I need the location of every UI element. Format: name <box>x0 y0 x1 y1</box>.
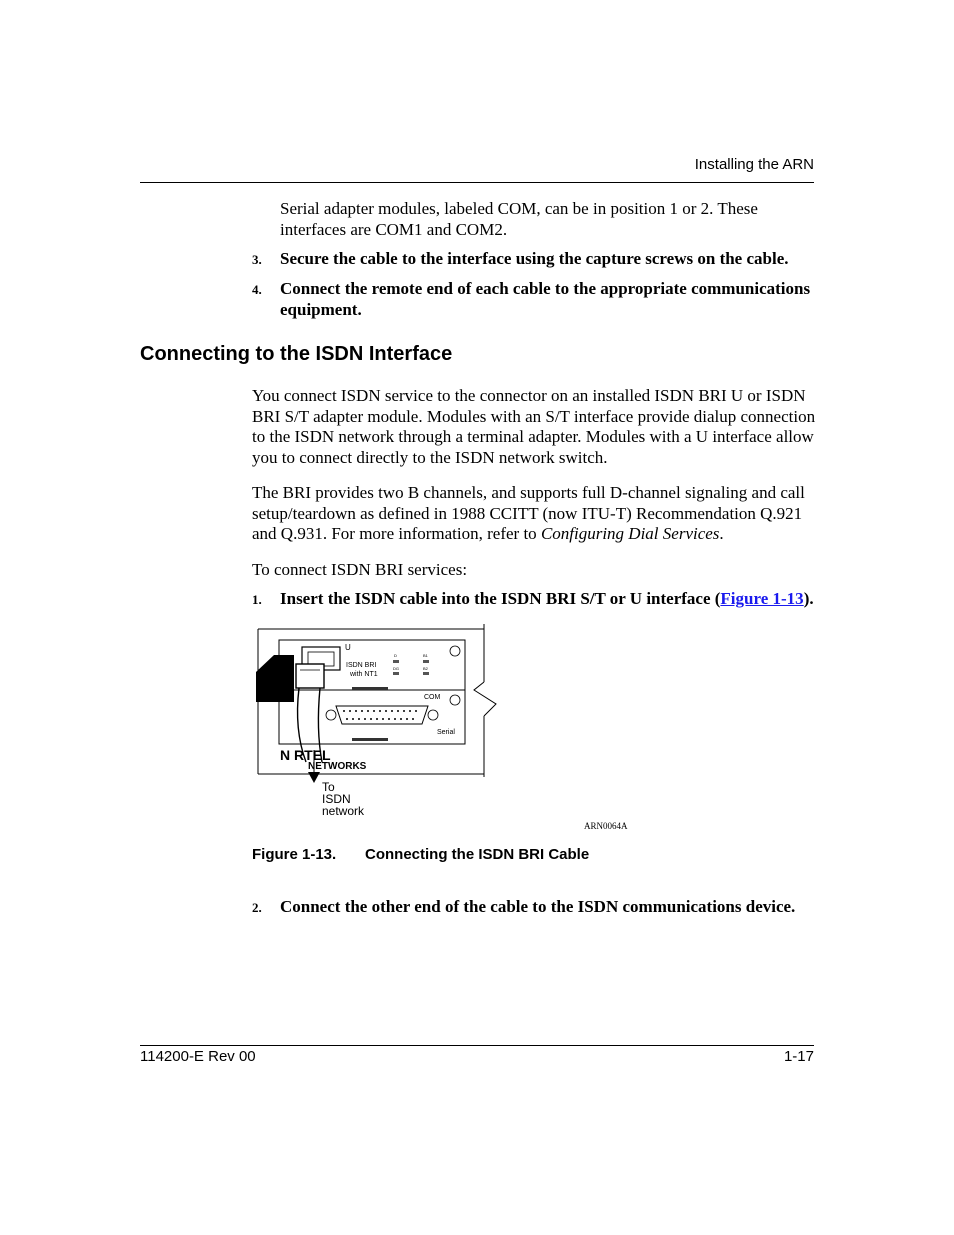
step-text: Secure the cable to the interface using the capture screws on the cable. <box>280 249 789 268</box>
figure-illustration <box>252 620 652 835</box>
section-paragraph-3: To connect ISDN BRI services: <box>252 560 468 579</box>
logo-bottom: NETWORKS <box>308 761 367 772</box>
step-text-end: ). <box>803 589 814 608</box>
paragraph-text-end: . <box>719 524 724 543</box>
step-2 <box>252 897 822 918</box>
page-number: 1-17 <box>783 1048 814 1065</box>
footer-rule <box>140 1045 814 1046</box>
isdn-bri-cable-diagram <box>252 620 652 835</box>
step-4 <box>252 279 822 320</box>
led-d-label: D <box>394 653 397 658</box>
step-text: Connect the other end of the cable to the ISDN communications device. <box>280 897 796 916</box>
figure-link[interactable]: Figure 1-13 <box>720 589 804 608</box>
step-3 <box>252 249 822 270</box>
step-number: 1. <box>252 592 262 607</box>
step-number: 2. <box>252 900 262 915</box>
network-label: network <box>322 804 365 818</box>
logo-top: N RTEL <box>280 747 331 763</box>
module-name-label: ISDN BRI <box>346 662 377 669</box>
book-title: Configuring Dial Services <box>540 524 720 543</box>
figure-number: Figure 1-13. <box>252 846 337 863</box>
art-id-label: ARN0064A <box>584 821 628 831</box>
step-1 <box>252 589 822 610</box>
led-b1-label: B1 <box>423 653 428 658</box>
intro-paragraph: Serial adapter modules, labeled COM, can be in position 1 or 2. These interfaces are COM1 and COM2. <box>280 199 758 239</box>
step-number: 3. <box>252 252 262 267</box>
step-text: Connect the remote end of each cable to the appropriate communications equipment. <box>280 279 811 319</box>
step-number: 4. <box>252 282 262 297</box>
figure-title: Connecting the ISDN BRI Cable <box>365 846 590 863</box>
running-header: Installing the ARN <box>694 156 814 173</box>
section-paragraph-2 <box>252 483 817 545</box>
serial-label: Serial <box>437 729 455 736</box>
section-heading: Connecting to the ISDN Interface <box>140 343 453 365</box>
header-rule <box>140 182 814 183</box>
step-text <box>280 589 822 610</box>
step-text-start: Insert the ISDN cable into the ISDN BRI S/T or U interface ( <box>280 589 721 608</box>
com-label: COM <box>424 694 441 701</box>
section-paragraph-1: You connect ISDN service to the connector on an installed ISDN BRI U or ISDN BRI S/T adapter module. Modules with an S/T interface provide dialup connection to the ISDN network through a terminal adapter. Modules with a U interface allow you to connect directly to the ISDN network switch. <box>252 386 816 467</box>
module-subname-label: with NT1 <box>350 671 378 678</box>
isdn-label: ISDN <box>322 792 351 806</box>
led-b2-label: B2 <box>423 666 428 671</box>
to-label: To <box>322 780 335 794</box>
port-u-label: U <box>345 643 351 652</box>
led-dg-label: DG <box>393 666 399 671</box>
document-number: 114200-E Rev 00 <box>140 1048 256 1065</box>
figure-caption <box>252 846 589 863</box>
paragraph-text: The BRI provides two B channels, and supports full D-channel signaling and call setup/teardown as defined in 1988 CCITT (now ITU-T) Recommendation Q.921 and Q.931. For more information, refer to <box>252 483 805 543</box>
